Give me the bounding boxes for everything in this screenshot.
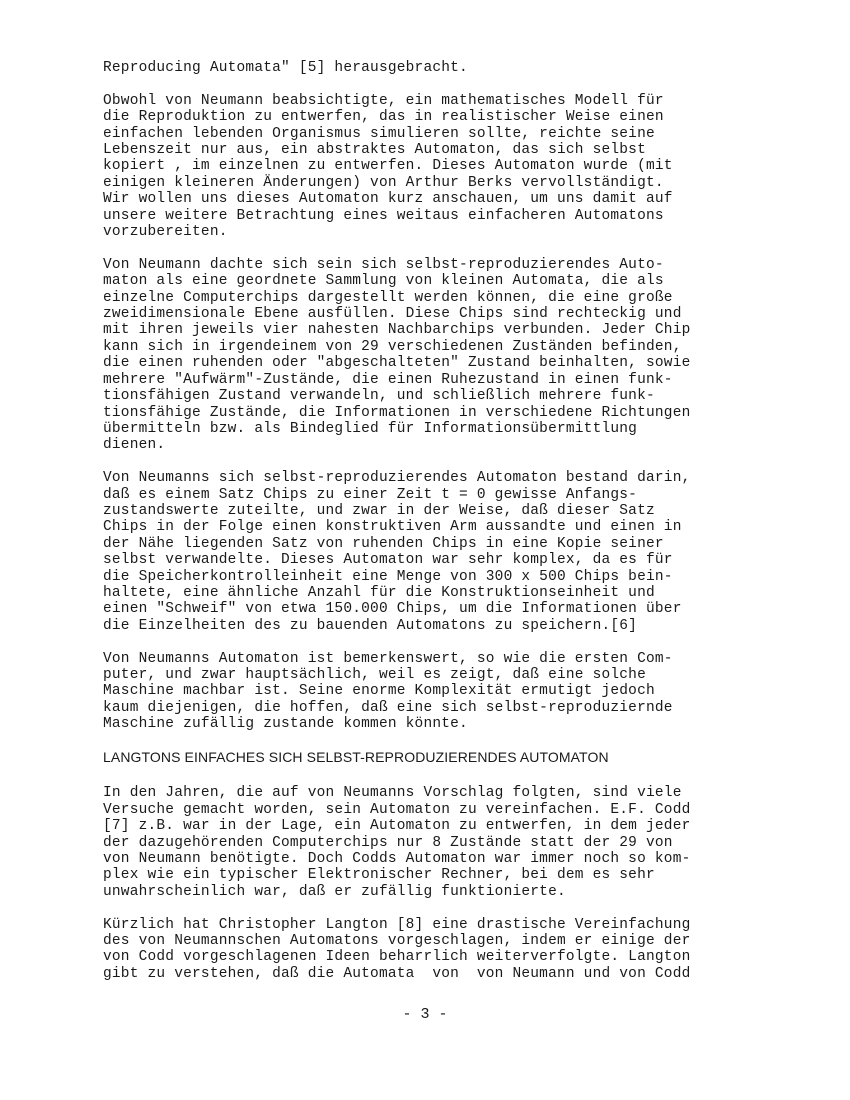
paragraph-remarkable: Von Neumanns Automaton ist bemerkenswert, so wie die ersten Com- puter, und zwar hauptsächlich, weil es zeigt, daß eine solche Maschine machbar ist. Seine enorme Komplexität ermutigt jedoch kaum diejenigen, die hoffen, daß eine sich selbst-reproduziernde Maschine zufällig zustande kommen könnte. — [103, 650, 673, 733]
paragraph-von-neumann-model: Obwohl von Neumann beabsichtigte, ein mathematisches Modell für die Reproduktion zu entwerfen, das in realistischer Weise einen einfachen lebenden Organismus simulieren sollte, reichte seine Lebenszeit nur aus, ein abstraktes Automaton, das sich selbst kopiert , im einzelnen zu entwerfen. Dieses Automaton wurde (mit einigen kleineren Änderungen) von Arthur Berks vervollständigt. Wir wollen uns dieses Automaton kurz anschauen, um uns damit auf unsere weitere Betrachtung eines weitaus einfacheren Automatons vorzubereiten. — [103, 92, 673, 241]
page-number: - 3 - — [402, 1006, 448, 1023]
paragraph-langton: Kürzlich hat Christopher Langton [8] eine drastische Vereinfachung des von Neumannschen Automatons vorgeschlagen, indem er einige der von Codd vorgeschlagenen Ideen beharrlich weiterverfolgte. Langton gibt zu verstehen, daß die Automata von von Neumann und von Codd — [103, 916, 691, 982]
paragraph-chip-collection: Von Neumann dachte sich sein sich selbst-reproduzierendes Auto- maton als eine geordnete Sammlung von kleinen Automata, die als einzelne Computerchips dargestellt werden können, die eine große zweidimensionale Ebene ausfüllen. Diese Chips sind rechteckig und mit ihren jeweils vier nahesten Nachbarchips verbunden. Jeder Chip kann sich in irgendeinem von 29 verschiedenen Zuständen befinden, die einen ruhenden oder "abgeschalteten" Zustand beinhalten, sowie mehrere "Aufwärm"-Zustände, die einen Ruhezustand in einen funk- tionsfähigen Zustand verwandeln, und schließlich mehrere funk- tionsfähige Zustände, die Informationen in verschiedene Richtungen übermitteln bzw. als Bindeglied für Informationsübermittlung dienen. — [103, 256, 691, 454]
paragraph-self-reproduction: Von Neumanns sich selbst-reproduzierendes Automaton bestand darin, daß es einem Satz Chips zu einer Zeit t = 0 gewisse Anfangs- zustandswerte zuteilte, und zwar in der Weise, daß dieser Satz Chips in der Folge einen konstruktiven Arm aussandte und einen in der Nähe liegenden Satz von ruhenden Chips in eine Kopie seiner selbst verwandelte. Dieses Automaton war sehr komplex, da es für die Speicherkontrolleinheit eine Menge von 300 x 500 Chips bein- haltete, eine ähnliche Anzahl für die Konstruktionseinheit und einen "Schweif" von etwa 150.000 Chips, um die Informationen über die Einzelheiten des zu bauenden Automatons zu speichern.[6] — [103, 470, 691, 634]
paragraph-codd: In den Jahren, die auf von Neumanns Vorschlag folgten, sind viele Versuche gemacht worden, sein Automaton zu vereinfachen. E.F. Codd [7] z.B. war in der Lage, ein Automaton zu entwerfen, in dem jeder der dazugehörenden Computerchips nur 8 Zustände statt der 29 von von Neumann benötigte. Doch Codds Automaton war immer noch so kom- plex wie ein typischer Elektronischer Rechner, bei dem es sehr unwahrscheinlich war, daß er zufällig funktionierte. — [103, 785, 691, 900]
paragraph-intro-fragment: Reproducing Automata" [5] herausgebracht. — [103, 60, 468, 76]
section-heading: LANGTONS EINFACHES SICH SELBST-REPRODUZIERENDES AUTOMATON — [103, 748, 609, 765]
body-text — [103, 60, 741, 999]
